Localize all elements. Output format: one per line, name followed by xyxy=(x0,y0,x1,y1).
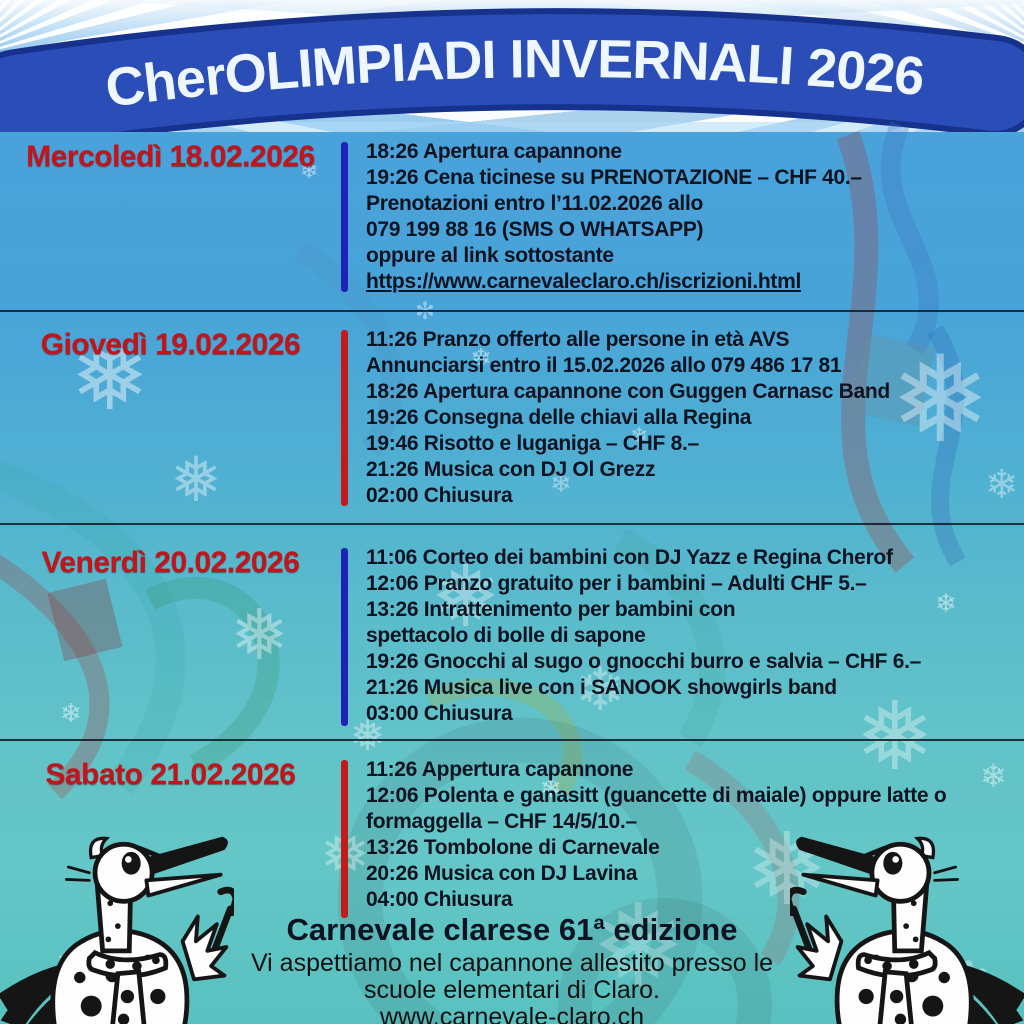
schedule-line: 18:26 Apertura capannone con Guggen Carnasc Band xyxy=(366,380,890,403)
website-link[interactable]: www.carnevale-claro.ch xyxy=(380,1003,644,1024)
schedule-section-wednesday xyxy=(0,138,1024,295)
schedule-line: Annunciarsi entro il 15.02.2026 allo 079 486 17 81 xyxy=(366,354,842,377)
section-divider xyxy=(341,330,348,506)
section-separator xyxy=(0,523,1024,525)
schedule-section-thursday xyxy=(0,326,1024,509)
snowflake-icon xyxy=(415,300,435,324)
schedule-line: 11:26 Pranzo offerto alle persone in età AVS xyxy=(366,328,790,351)
schedule-line: oppure al link sottostante xyxy=(366,244,614,267)
schedule-line: 03:00 Chiusura xyxy=(366,702,513,725)
header-banner xyxy=(0,0,1024,132)
footer-text-line: scuole elementari di Claro. xyxy=(364,976,660,1004)
title-ribbon xyxy=(0,0,1024,132)
day-heading-wednesday: Mercoledì 18.02.2026 xyxy=(26,140,315,173)
schedule-line: 19:26 Gnocchi al sugo o gnocchi burro e salvia – CHF 6.– xyxy=(366,650,922,673)
schedule-line: 18:26 Apertura capannone xyxy=(366,140,622,163)
schedule-line: 12:06 Polenta e ganasitt (guancette di maiale) oppure latte o xyxy=(366,784,947,807)
day-heading-thursday: Giovedì 19.02.2026 xyxy=(40,328,301,361)
schedule-line: 19:26 Consegna delle chiavi alla Regina xyxy=(366,406,752,429)
footer xyxy=(0,912,1024,1024)
schedule-line: spettacolo di bolle di sapone xyxy=(366,624,646,647)
section-divider xyxy=(341,142,348,292)
schedule-section-friday xyxy=(0,544,1024,727)
section-divider xyxy=(341,760,348,918)
schedule-line: 02:00 Chiusura xyxy=(366,484,513,507)
edition-title: Carnevale clarese 61ª edizione xyxy=(286,912,738,947)
section-separator xyxy=(0,739,1024,741)
registration-link[interactable]: https://www.carnevaleclaro.ch/iscrizioni.html xyxy=(366,270,802,293)
schedule-line: 04:00 Chiusura xyxy=(366,888,513,911)
schedule-line: 12:06 Pranzo gratuito per i bambini – Adulti CHF 5.– xyxy=(366,572,867,595)
schedule-line: 13:26 Intrattenimento per bambini con xyxy=(366,598,736,621)
schedule-line: 19:26 Cena ticinese su PRENOTAZIONE – CHF 40.– xyxy=(366,166,862,189)
schedule-line: 13:26 Tombolone di Carnevale xyxy=(366,836,660,859)
schedule-line: Prenotazioni entro l’11.02.2026 allo xyxy=(366,192,704,215)
schedule-line: 079 199 88 16 (SMS O WHATSAPP) xyxy=(366,218,704,241)
schedule-line: 19:46 Risotto e luganiga – CHF 8.– xyxy=(366,432,699,455)
schedule-line: 11:26 Appertura capannone xyxy=(366,758,634,781)
section-separator xyxy=(0,310,1024,312)
section-divider xyxy=(341,548,348,726)
poster-title: CherOLIMPIADI INVERNALI 2026 xyxy=(102,29,927,119)
footer-text-line: Vi aspettiamo nel capannone allestito presso le xyxy=(250,949,774,977)
schedule-line: 21:26 Musica live con i SANOOK showgirls band xyxy=(366,676,837,699)
schedule-line: 20:26 Musica con DJ Lavina xyxy=(366,862,638,885)
schedule-line: 11:06 Corteo dei bambini con DJ Yazz e Regina Cherof xyxy=(366,546,893,569)
day-heading-saturday: Sabato 21.02.2026 xyxy=(45,758,296,791)
schedule-line: formaggella – CHF 14/5/10.– xyxy=(366,810,637,833)
schedule-line: 21:26 Musica con DJ Ol Grezz xyxy=(366,458,656,481)
day-heading-friday: Venerdì 20.02.2026 xyxy=(41,546,300,579)
